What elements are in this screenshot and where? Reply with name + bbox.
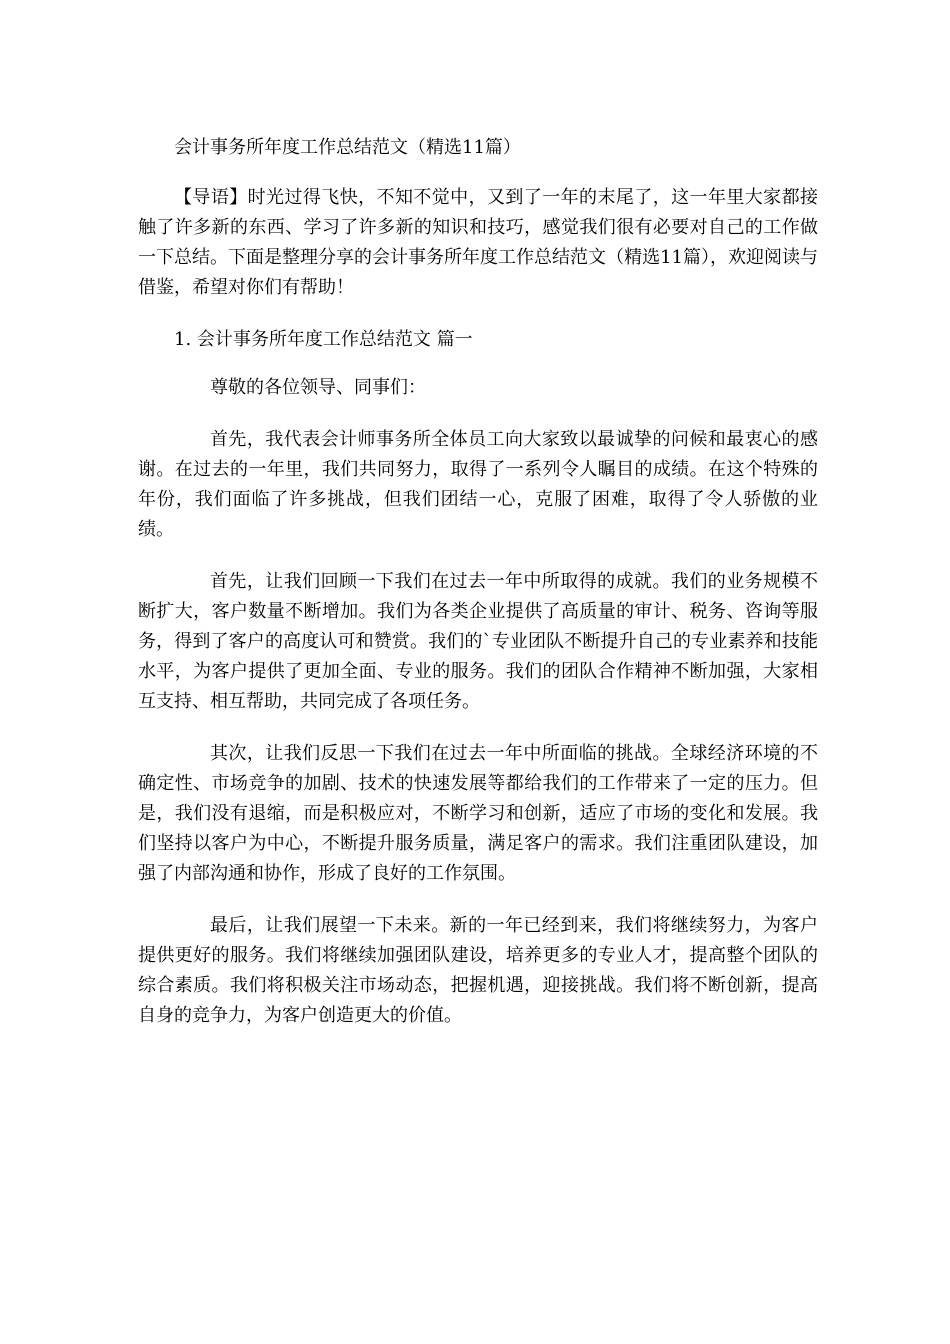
body-paragraph-3: 其次，让我们反思一下我们在过去一年中所面临的挑战。全球经济环境的不确定性、市场竞争的加剧、技术的快速发展等都给我们的工作带来了一定的压力。但是，我们没有退缩，而是积极应对，不断学习和创新，适应了市场的变化和发展。我们坚持以客户为中心，不断提升服务质量，满足客户的需求。我们注重团队建设，加强了内部沟通和协作，形成了良好的工作氛围。: [138, 743, 818, 884]
body-paragraph-2: 首先，让我们回顾一下我们在过去一年中所取得的成就。我们的业务规模不断扩大，客户数量不断增加。我们为各类企业提供了高质量的审计、税务、咨询等服务，得到了客户的高度认可和赞赏。我们的`专业团队不断提升自己的专业素养和技能水平，为客户提供了更加全面、专业的服务。我们的团队合作精神不断加强，大家相互支持、相互帮助，共同完成了各项任务。: [138, 571, 818, 712]
salutation: 尊敬的各位领导、同事们：: [210, 377, 426, 398]
document-body: [138, 133, 818, 1053]
section-heading: 1. 会计事务所年度工作总结范文 篇一: [174, 329, 473, 350]
body-paragraph-1: 首先，我代表会计师事务所全体员工向大家致以最诚挚的问候和最衷心的感谢。在过去的一年里，我们共同努力，取得了一系列令人瞩目的成绩。在这个特殊的年份，我们面临了许多挑战，但我们团结一心，克服了困难，取得了令人骄傲的业绩。: [138, 429, 818, 540]
intro-paragraph: 【导语】时光过得飞快，不知不觉中，又到了一年的末尾了，这一年里大家都接触了许多新的东西、学习了许多新的知识和技巧，感觉我们很有必要对自己的工作做一下总结。下面是整理分享的会计事务所年度工作总结范文（精选11篇），欢迎阅读与借鉴，希望对你们有帮助！: [138, 187, 818, 298]
document-title: 会计事务所年度工作总结范文（精选11篇）: [174, 137, 521, 158]
body-paragraph-4: 最后，让我们展望一下未来。新的一年已经到来，我们将继续努力，为客户提供更好的服务。我们将继续加强团队建设，培养更多的专业人才，提高整个团队的综合素质。我们将积极关注市场动态，把握机遇，迎接挑战。我们将不断创新，提高自身的竞争力，为客户创造更大的价值。: [138, 915, 818, 1026]
